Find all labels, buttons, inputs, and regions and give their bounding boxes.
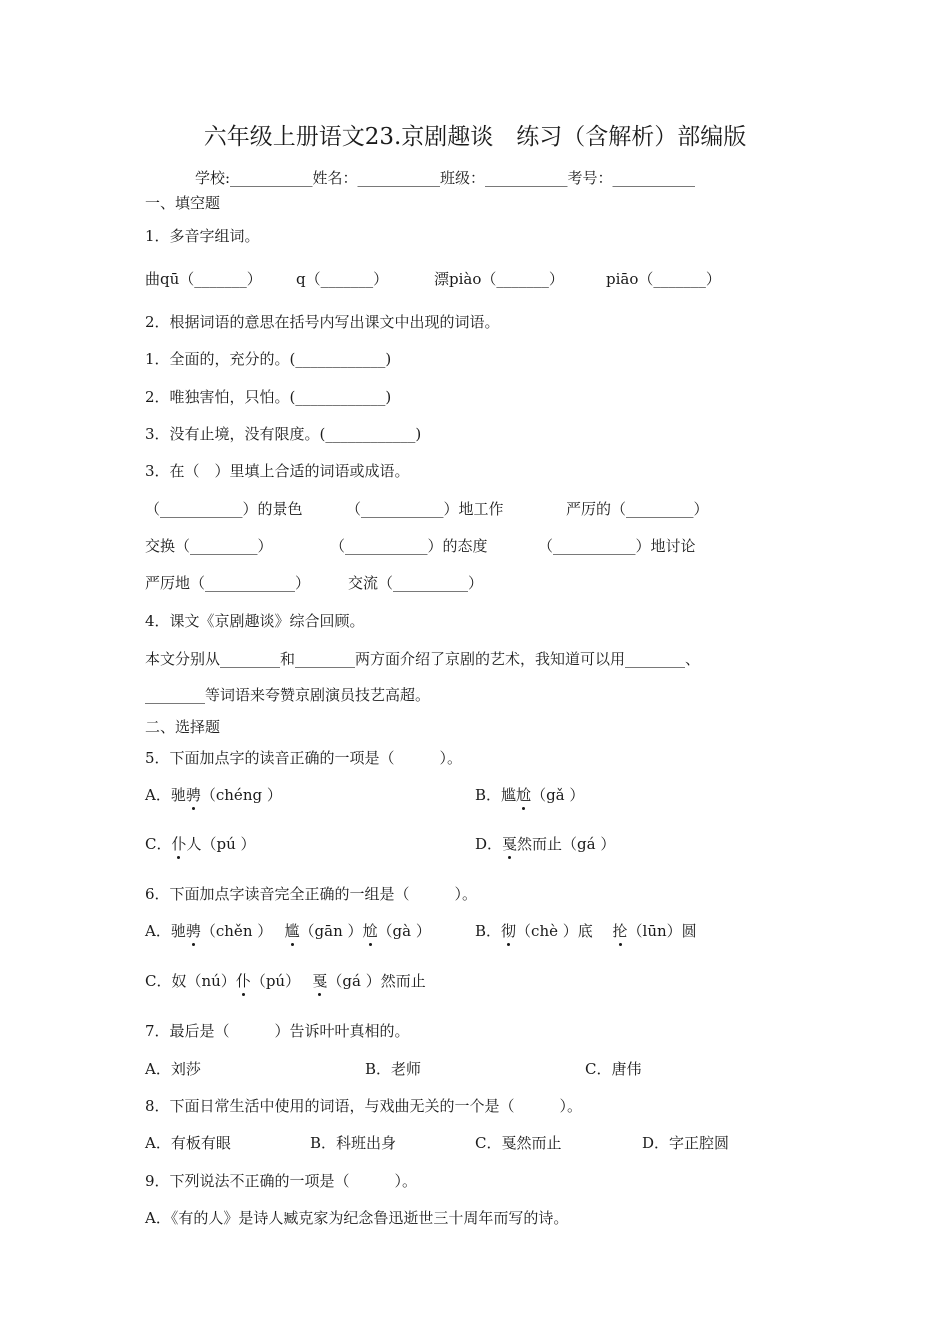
q3-row1-item-2: （___________）地工作: [346, 500, 504, 518]
q7-option-b: B．老师: [365, 1060, 422, 1078]
section-heading-fill: 一、填空题: [145, 194, 221, 212]
q1-item-2: q（_______）: [296, 270, 389, 288]
q1-item-3: 漂piào（_______）: [434, 270, 564, 288]
dotted-char: 尬: [362, 922, 378, 940]
question-6-stem: 6．下面加点字读音完全正确的一组是（ ）。: [145, 885, 478, 903]
student-info-line: 学校:___________姓名：___________班级：___________考号：___________: [195, 169, 696, 187]
q3-row2-item-1: 交换（_________）: [145, 537, 273, 555]
q5-option-a: A．驰骋（chéng ）: [145, 786, 282, 804]
q3-row1-item-1: （___________）的景色: [145, 500, 303, 518]
q3-row3-item-2: 交流（__________）: [348, 574, 484, 592]
dotted-char: 戛: [502, 835, 518, 853]
q3-row2-item-3: （___________）地讨论: [538, 537, 696, 555]
q5-option-d: D．戛然而止（gá ）: [475, 835, 616, 853]
question-2-stem: 2．根据词语的意思在括号内写出课文中出现的词语。: [145, 313, 500, 331]
q5-option-b: B．尴尬（gǎ ）: [475, 786, 585, 804]
q8-option-a: A．有板有眼: [145, 1134, 231, 1152]
q4-line-2: ________等词语来夸赞京剧演员技艺高超。: [145, 686, 431, 704]
dotted-char: 仆: [235, 972, 251, 990]
q7-option-a: A．刘莎: [145, 1060, 201, 1078]
question-1-stem: 1．多音字组词。: [145, 227, 260, 245]
question-3-stem: 3．在（ ）里填上合适的词语或成语。: [145, 462, 410, 480]
q6-option-b: B．彻（chè ）底 抡（lūn）圆: [475, 922, 697, 940]
q3-row1-item-3: 严厉的（_________）: [566, 500, 709, 518]
question-7-stem: 7．最后是（ ）告诉叶叶真相的。: [145, 1022, 410, 1040]
q8-option-c: C．戛然而止: [475, 1134, 562, 1152]
question-9-stem: 9．下列说法不正确的一项是（ ）。: [145, 1172, 418, 1190]
q1-item-1: 曲qū（_______）: [145, 270, 262, 288]
section-heading-choice: 二、选择题: [145, 718, 221, 736]
dotted-char: 尴: [284, 922, 300, 940]
question-8-stem: 8．下面日常生活中使用的词语，与戏曲无关的一个是（ ）。: [145, 1097, 583, 1115]
dotted-char: 骋: [185, 786, 201, 804]
q2-item-3: 3．没有止境，没有限度。(____________): [145, 425, 422, 443]
q9-option-a: A．《有的人》是诗人臧克家为纪念鲁迅逝世三十周年而写的诗。: [145, 1209, 569, 1227]
dotted-char: 抡: [612, 922, 628, 940]
document-title: 六年级上册语文23.京剧趣谈 练习（含解析）部编版: [203, 124, 747, 150]
q8-option-d: D．字正腔圆: [642, 1134, 730, 1152]
q1-item-4: piāo（_______）: [606, 270, 721, 288]
q2-item-2: 2．唯独害怕，只怕。(____________): [145, 388, 392, 406]
dotted-char: 尬: [516, 786, 532, 804]
q3-row3-item-1: 严厉地（____________）: [145, 574, 311, 592]
q2-item-1: 1．全面的，充分的。(____________): [145, 350, 392, 368]
dotted-char: 戛: [312, 972, 328, 990]
question-4-stem: 4．课文《京剧趣谈》综合回顾。: [145, 612, 365, 630]
q6-option-c: C．奴（nú）仆（pú） 戛（gá ）然而止: [145, 972, 426, 990]
q4-line-1: 本文分别从________和________两方面介绍了京剧的艺术，我知道可以用________、: [145, 650, 701, 668]
q6-option-a: A．驰骋（chěn ） 尴（gān ）尬（gà ）: [145, 922, 431, 940]
dotted-char: 仆: [171, 835, 187, 853]
q7-option-c: C．唐伟: [585, 1060, 642, 1078]
question-5-stem: 5．下面加点字的读音正确的一项是（ ）。: [145, 749, 463, 767]
dotted-char: 骋: [185, 922, 201, 940]
q5-option-c: C．仆人（pú ）: [145, 835, 256, 853]
q8-option-b: B．科班出身: [310, 1134, 397, 1152]
dotted-char: 彻: [501, 922, 517, 940]
q3-row2-item-2: （___________）的态度: [330, 537, 488, 555]
